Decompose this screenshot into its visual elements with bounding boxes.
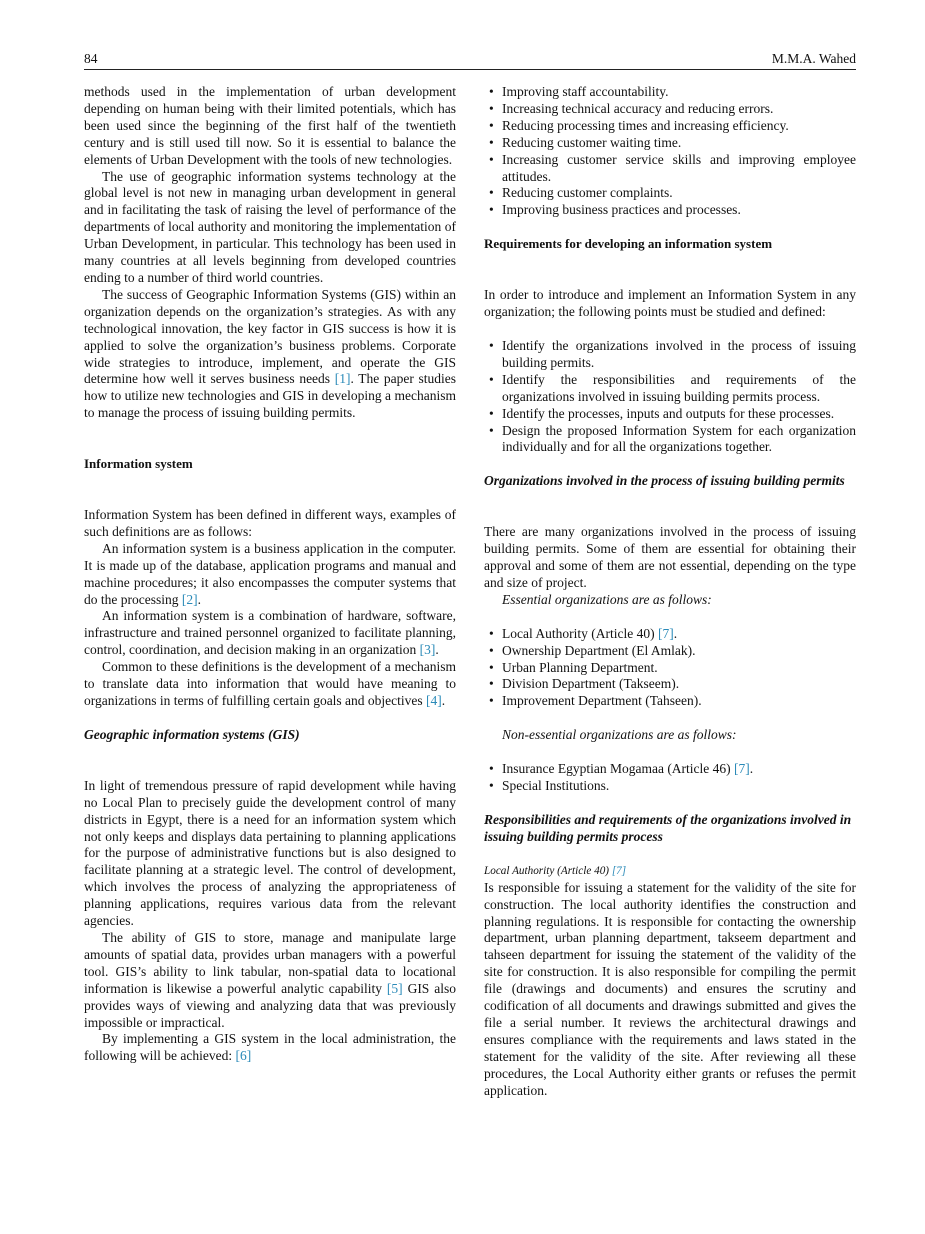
requirement-points-list xyxy=(484,338,856,456)
subsection-heading-gis: Geographic information systems (GIS) xyxy=(84,726,300,742)
list-item: • Division Department (Takseem). xyxy=(484,676,856,693)
journal-page xyxy=(84,50,856,1100)
subsection-heading-responsibilities: Responsibilities and requirements of the organizations involved in issuing building permits process xyxy=(484,812,852,844)
citation-link-7[interactable]: [7] xyxy=(657,625,674,641)
list-item: • Improving staff accountability. xyxy=(484,84,856,101)
list-item: • Local Authority (Article 40) [7]. xyxy=(484,626,856,643)
citation-link-5[interactable]: [5] xyxy=(386,980,403,996)
paragraph-is-definition-2: An information system is a combination of hardware, software, infrastructure and trained personnel organized to facilitate planning, control, coordination, and decision making in an organization [3]. xyxy=(84,608,456,658)
list-item: • Identify the responsibilities and requirements of the organizations involved in issuing building permits process. xyxy=(484,372,856,406)
paragraph-local-authority: Is responsible for issuing a statement for the validity of the site for construction. The local authority identifies the construction and planning regulations. It is responsible for contacting the ownership department, urban planning department, takseem department and tahseen department for issuing the statement of the validity of the site for construction. It is also responsible for compiling the permit file (drawings and documents) and ensures the scrutiny and codification of all documents and drawings submitted and gives the file a serial number. It reviews the architectural drawings and ensures compliance with the requirements and laws stated in the statement for the validity of the site. After reviewing all these procedures, the Local Authority either grants or refuses the permit application. xyxy=(484,879,856,1098)
paragraph-organizations: There are many organizations involved in the process of issuing building permits. Some of them are essential for obtaining their approval and some of them are not essential, depending on the type and size of project. xyxy=(484,524,856,590)
paragraph-gis-ability: The ability of GIS to store, manage and manipulate large amounts of spatial data, provides urban managers with a powerful tool. GIS’s ability to link tabular, non-spatial data to locational information is likewise a powerful analytic capability [5] GIS also provides ways of viewing and analyzing data that was previously impossible or impractical. xyxy=(84,929,456,1030)
essential-organizations-intro: Essential organizations are as follows: xyxy=(502,591,712,607)
page-number: 84 xyxy=(84,51,98,66)
list-item: • Improving business practices and processes. xyxy=(484,202,856,219)
citation-link-3[interactable]: [3] xyxy=(419,642,436,658)
running-header xyxy=(84,50,856,70)
section-heading-information-system: Information system xyxy=(84,456,193,472)
list-item: • Increasing technical accuracy and reducing errors. xyxy=(484,101,856,118)
paragraph-is-definition-1: An information system is a business application in the computer. It is made up of the database, application programs and manual and machine procedures; it also encompasses the computer systems that do the processing [2]. xyxy=(84,540,456,607)
list-item: • Ownership Department (El Amlak). xyxy=(484,643,856,660)
list-item: • Identify the processes, inputs and outputs for these processes. xyxy=(484,406,856,423)
list-item: • Identify the organizations involved in the process of issuing building permits. xyxy=(484,338,856,372)
citation-link-4[interactable]: [4] xyxy=(426,693,442,708)
subsection-heading-organizations: Organizations involved in the process of issuing building permits xyxy=(484,473,845,489)
paragraph-gis-light: In light of tremendous pressure of rapid development while having no Local Plan to precisely guide the development control of many districts in Egypt, there is a need for an information system which not only keeps and displays data pertaining to planning applications for the purpose of administrative functions but is also designed to facilitate planning at a strategic level. The control of development, which involves the process of analyzing the appropriateness of planning applications, requires various data from the relevant agencies. xyxy=(84,777,456,929)
citation-link-6[interactable]: [6] xyxy=(235,1048,252,1064)
list-item: • Reducing customer waiting time. xyxy=(484,135,856,152)
paragraph-common-definitions: Common to these definitions is the development of a mechanism to translate data into information that would have meaning to organizations in terms of fulfilling certain goals and objectives [4]. xyxy=(84,659,456,708)
list-item: • Design the proposed Information System for each organization individually and for all the organizations together. xyxy=(484,423,856,457)
list-item: • Improvement Department (Tahseen). xyxy=(484,693,856,710)
citation-link-7[interactable]: [7] xyxy=(734,761,750,777)
running-author: M.M.A. Wahed xyxy=(771,51,856,66)
list-item: • Increasing customer service skills and improving employee attitudes. xyxy=(484,152,856,186)
citation-link-2[interactable]: [2] xyxy=(181,591,198,607)
paragraph-gis-success: The success of Geographic Information Systems (GIS) within an organization depends on the organization’s strategies. As with any technological innovation, the key factor in GIS success is how it is applied to solve the organization’s business problems. Corporate wide strategies to introduce, implement, and operate the GIS determine how well it serves business needs [1]. The paper studies how to utilize new technologies and GIS in developing a mechanism to manage the process of issuing building permits. xyxy=(84,286,456,421)
subsubsection-heading-local-authority: Local Authority (Article 40) [7] xyxy=(484,864,627,877)
paragraph-gis-global: The use of geographic information systems technology at the global level is not new in managing urban development in general and in facilitating the task of raising the level of performance of the departments of local authority and monitoring the implementation of Urban Development, in particular. This technology has been used in many countries at all levels beginning from developed countries ending to a number of third world countries. xyxy=(84,168,456,285)
paragraph-intro-continued: methods used in the implementation of urban development depending on human being with their limited potentials, which has been used since the beginning of the first half of the twentieth century and is still used till now. So it is essential to balance the elements of Urban Development with the tools of new technologies. xyxy=(84,84,456,167)
list-item: • Reducing processing times and increasing efficiency. xyxy=(484,118,856,135)
essential-organizations-list xyxy=(484,626,856,711)
nonessential-organizations-intro: Non-essential organizations are as follows: xyxy=(502,727,737,743)
right-column xyxy=(484,84,856,1100)
nonessential-organizations-list xyxy=(484,761,856,795)
achievements-list xyxy=(484,84,856,219)
citation-link-1[interactable]: [1] xyxy=(334,371,351,387)
list-item: • Special Institutions. xyxy=(484,778,856,795)
left-column xyxy=(84,84,456,1100)
list-item: • Reducing customer complaints. xyxy=(484,185,856,202)
paragraph-requirements: In order to introduce and implement an Information System in any organization; the following points must be studied and defined: xyxy=(484,287,856,320)
list-item: • Insurance Egyptian Mogamaa (Article 46) [7]. xyxy=(484,761,856,778)
paragraph-implementing-gis: By implementing a GIS system in the local administration, the following will be achieved: [6] xyxy=(84,1031,456,1064)
section-heading-requirements: Requirements for developing an information system xyxy=(484,236,773,252)
list-item: • Urban Planning Department. xyxy=(484,660,856,677)
two-column-body xyxy=(84,84,856,1100)
citation-link-7[interactable]: [7] xyxy=(611,864,627,877)
paragraph-is-defined: Information System has been defined in different ways, examples of such definitions are as follows: xyxy=(84,507,456,539)
